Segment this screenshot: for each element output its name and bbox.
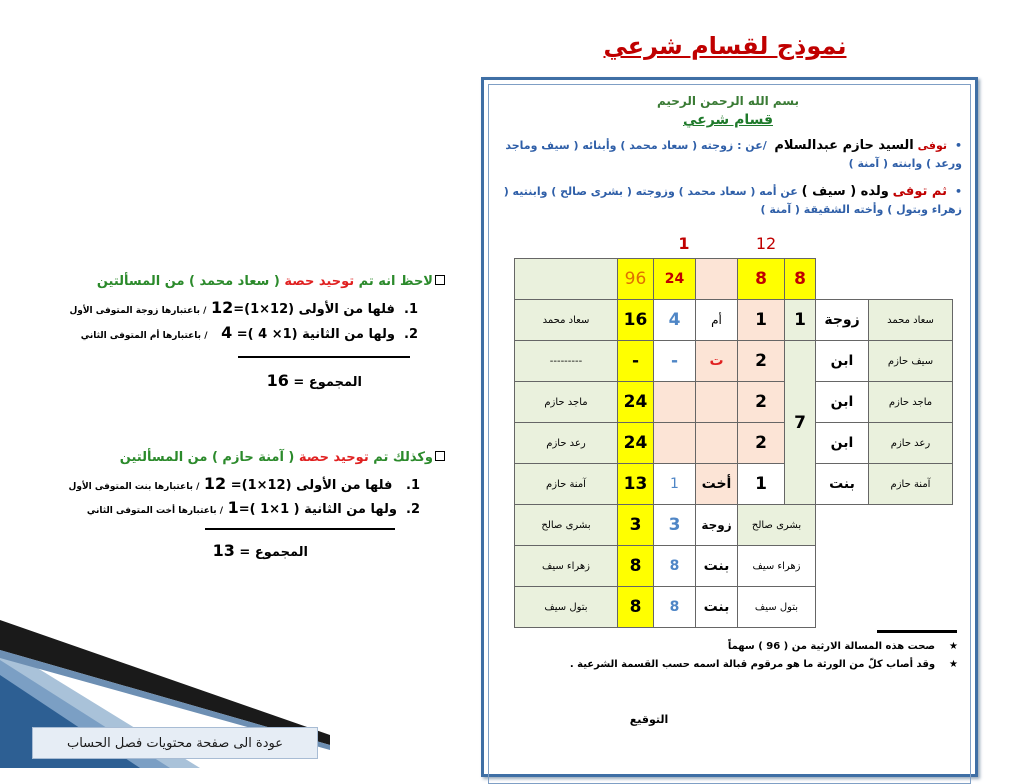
heir-share-2: -: [654, 341, 696, 382]
heir-relation-2: ت: [696, 341, 738, 382]
table-cell: 8: [738, 259, 785, 300]
page-title: نموذج لقسام شرعي: [603, 32, 847, 60]
inheritance-table: [514, 258, 953, 628]
table-cell: [816, 259, 869, 300]
inheritance-document: [481, 77, 978, 777]
bullet-second-deceased: •ثم توفى ولده ( سيف ) عن أمه ( سعاد محمد ) وزوجته ( بشرى صالح ) وابنتيه ( زهراء وبتول ) وأخته الشقيقة ( آمنة ): [503, 184, 962, 216]
explanation-line-4: 2. ولها من الثانية ( 1×1 )=1 / باعتبارها أخت المتوفى الثاني: [86, 498, 420, 517]
explanation-heading-1: لاحظ انه تم توحيد حصة ( سعاد محمد ) من المسألتين: [60, 274, 445, 289]
table-cell: [816, 546, 869, 587]
divider: [238, 356, 410, 358]
heir-name: رعد حازم: [515, 423, 618, 464]
table-cell: [869, 259, 953, 300]
divider: [205, 528, 395, 530]
heir-total: 8: [618, 546, 654, 587]
heir-second-deceased: بشرى صالح: [738, 505, 816, 546]
heir-original: رعد حازم: [869, 423, 953, 464]
heir-original: سيف حازم: [869, 341, 953, 382]
heir-share-2: [654, 423, 696, 464]
back-to-contents-button[interactable]: عودة الى صفحة محتويات فصل الحساب: [32, 727, 318, 759]
heir-relation-2: أم: [696, 300, 738, 341]
table-row: [515, 382, 953, 423]
first-problem-base: 12: [755, 234, 777, 253]
heir-share-2: 4: [654, 300, 696, 341]
table-row: [515, 505, 953, 546]
table-row: [515, 341, 953, 382]
heir-original: آمنة حازم: [869, 464, 953, 505]
heir-name: آمنة حازم: [515, 464, 618, 505]
total-line-2: المجموع = 13: [212, 541, 308, 560]
heir-relation-2: بنت: [696, 587, 738, 628]
heir-share-2: 8: [654, 546, 696, 587]
divider: [877, 630, 957, 633]
star-icon: ★: [949, 659, 958, 670]
heir-share-1: 2: [738, 341, 785, 382]
table-row: [515, 587, 953, 628]
document-body: [488, 84, 971, 784]
table-cell: [869, 587, 953, 628]
heir-second-deceased: بتول سيف: [738, 587, 816, 628]
heir-total: 16: [618, 300, 654, 341]
table-cell: 8: [785, 259, 816, 300]
bullet-icon: •: [954, 139, 962, 152]
table-cell: [869, 505, 953, 546]
heir-share-1: 2: [738, 423, 785, 464]
heir-total: 13: [618, 464, 654, 505]
heir-share-2: 8: [654, 587, 696, 628]
heir-total: 24: [618, 382, 654, 423]
explanation-heading-2: وكذلك تم توحيد حصة ( آمنة حازم ) من المسألتين: [60, 450, 445, 465]
table-row: [515, 464, 953, 505]
checkbox-icon: [435, 451, 445, 461]
heir-relation-2: [696, 423, 738, 464]
heir-relation-1: ابن: [816, 423, 869, 464]
bullet-icon: •: [954, 185, 962, 198]
explanation-line-3: 1. فلها من الأولى (12×1)= 12 / باعتبارها بنت المتوفى الأول: [68, 474, 420, 493]
heir-name: ---------: [515, 341, 618, 382]
heir-name: ماجد حازم: [515, 382, 618, 423]
basmala: بسم الله الرحمن الرحيم: [656, 94, 800, 108]
table-cell: [696, 259, 738, 300]
note-total-shares: ★ صحت هذه المسالة الارثية من ( 96 ) سهماً: [727, 641, 958, 652]
heir-relation-1: بنت: [816, 464, 869, 505]
table-row: [515, 423, 953, 464]
heir-name: زهراء سيف: [515, 546, 618, 587]
total-line-1: المجموع = 16: [266, 371, 362, 390]
heir-relation-1: زوجة: [816, 300, 869, 341]
heir-relation-1: ابن: [816, 382, 869, 423]
table-row: [515, 300, 953, 341]
heir-total: 8: [618, 587, 654, 628]
heir-relation-2: [696, 382, 738, 423]
signature-label: التوقيع: [629, 713, 669, 726]
table-cell: [869, 546, 953, 587]
checkbox-icon: [435, 275, 445, 285]
explanation-line-1: 1. فلها من الأولى (12×1)=12 / باعتبارها زوجة المتوفى الأول: [69, 298, 418, 317]
heir-share-2: [654, 382, 696, 423]
table-cell: [515, 259, 618, 300]
heir-total: 24: [618, 423, 654, 464]
heir-second-deceased: زهراء سيف: [738, 546, 816, 587]
heir-relation-1: ابن: [816, 341, 869, 382]
bullet-first-deceased: •توفى السيد حازم عبدالسلام /عن : زوجته ( سعاد محمد ) وأبنائه ( سيف وماجد ورعد ) وابنته ( آمنة ): [505, 138, 962, 170]
table-row: [515, 546, 953, 587]
heir-share-0: 1: [785, 300, 816, 341]
table-cell: 24: [654, 259, 696, 300]
heir-relation-2: أخت: [696, 464, 738, 505]
table-header-row: [515, 259, 953, 300]
second-problem-base: 1: [678, 234, 690, 253]
heir-original: ماجد حازم: [869, 382, 953, 423]
note-distribution: ★ وقد أصاب كلّ من الورثة ما هو مرقوم قبالة اسمه حسب القسمة الشرعية .: [569, 659, 958, 670]
heir-relation-2: زوجة: [696, 505, 738, 546]
heir-share-2: 1: [654, 464, 696, 505]
table-cell-total-shares: 96: [618, 259, 654, 300]
heir-name: بتول سيف: [515, 587, 618, 628]
sons-merged-share: 7: [785, 341, 816, 505]
heir-total: -: [618, 341, 654, 382]
star-icon: ★: [949, 641, 958, 652]
heir-name: سعاد محمد: [515, 300, 618, 341]
heir-original: سعاد محمد: [869, 300, 953, 341]
table-cell: [816, 587, 869, 628]
heir-name: بشرى صالح: [515, 505, 618, 546]
heir-relation-2: بنت: [696, 546, 738, 587]
explanation-line-2: 2. ولها من الثانية (1× 4 )= 4 / باعتبارها أم المتوفى الثاني: [80, 323, 418, 342]
document-subtitle: قسام شرعي: [682, 112, 773, 128]
heir-share-1: 2: [738, 382, 785, 423]
heir-total: 3: [618, 505, 654, 546]
table-cell: [816, 505, 869, 546]
heir-share-1: 1: [738, 464, 785, 505]
heir-share-2: 3: [654, 505, 696, 546]
heir-share-1: 1: [738, 300, 785, 341]
